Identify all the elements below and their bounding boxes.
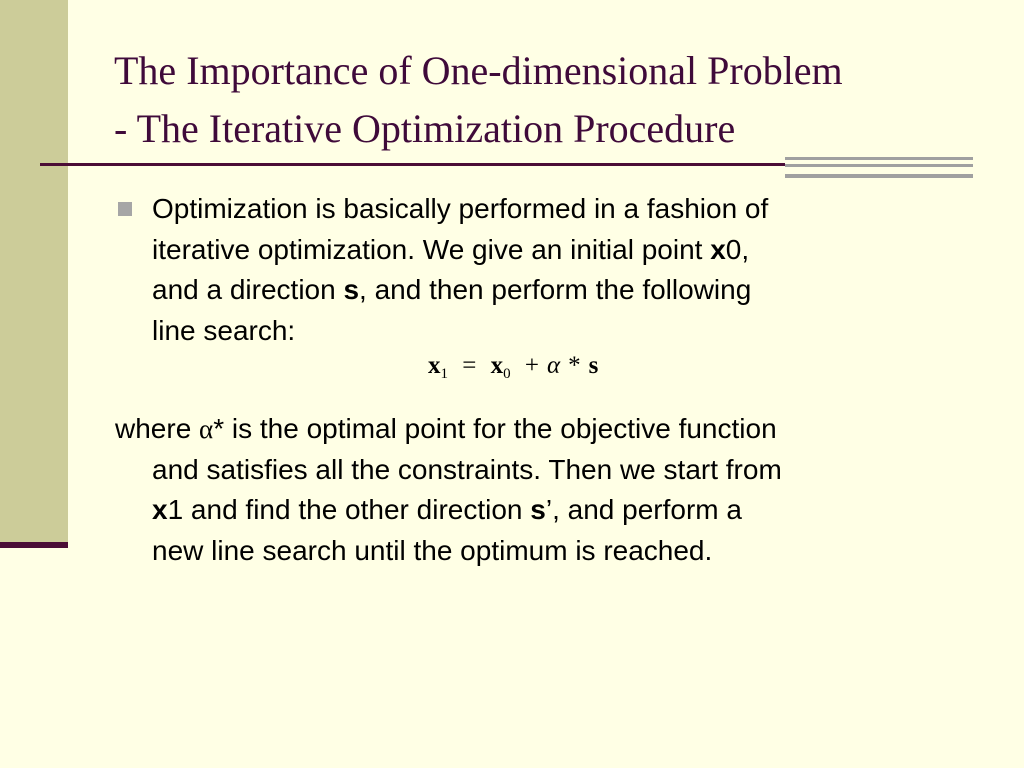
bullet-line-3-text: and a direction [152,274,344,305]
alpha-symbol: α [199,414,214,444]
square-bullet-icon [118,202,132,216]
title-line-2: - The Iterative Optimization Procedure [114,106,736,151]
slide-title [114,42,843,158]
eq-alpha: α [546,352,561,379]
left-accent-bar [0,0,68,545]
line-search-equation [428,352,598,383]
bullet-line-3-tail: , and then perform the following [359,274,752,305]
eq-plus: + [524,352,539,379]
vector-s-prime-bold: s [530,494,546,525]
title-divider-gray-2 [785,164,973,167]
para-line-1-pre: where [115,413,200,444]
bullet-text [152,189,938,351]
para-line-4: new line search until the optimum is reached. [152,534,713,566]
bullet-line-2-text: iterative optimization. We give an initial point [152,233,711,265]
bullet-line-2-tail: 0, [725,233,750,265]
para-line-3-text: 1 and find the other direction [167,494,531,525]
para-line-2: and satisfies all the constraints. Then we start from [152,453,782,485]
eq-star: * [568,352,581,379]
para-line-3-tail: ’, and perform a [545,494,742,525]
eq-s: s [588,352,599,379]
eq-sub-1: 1 [440,366,448,382]
eq-equals: = [462,352,477,379]
explanation-paragraph [115,409,782,571]
eq-x0: x [490,352,504,379]
bullet-line-2 [152,230,938,271]
vector-x1-bold: x [152,494,168,525]
vector-s-bold: s [343,274,360,305]
left-accent-underline [0,542,68,548]
bullet-line-3 [152,270,938,311]
bullet-item [118,189,938,351]
bullet-line-4: line search: [152,314,296,346]
para-line-3 [115,490,782,531]
bullet-line-1: Optimization is basically performed in a fashion of [152,193,769,224]
para-line-1 [115,409,782,450]
eq-sub-0: 0 [503,366,511,382]
para-line-1-post: * is the optimal point for the objective function [213,413,777,444]
title-line-1: The Importance of One-dimensional Problem [114,48,843,93]
title-divider-gray-3 [785,174,973,178]
title-divider [40,163,785,166]
vector-x-bold: x [710,233,726,265]
eq-x1: x [428,352,441,379]
title-divider-gray-1 [785,157,973,160]
